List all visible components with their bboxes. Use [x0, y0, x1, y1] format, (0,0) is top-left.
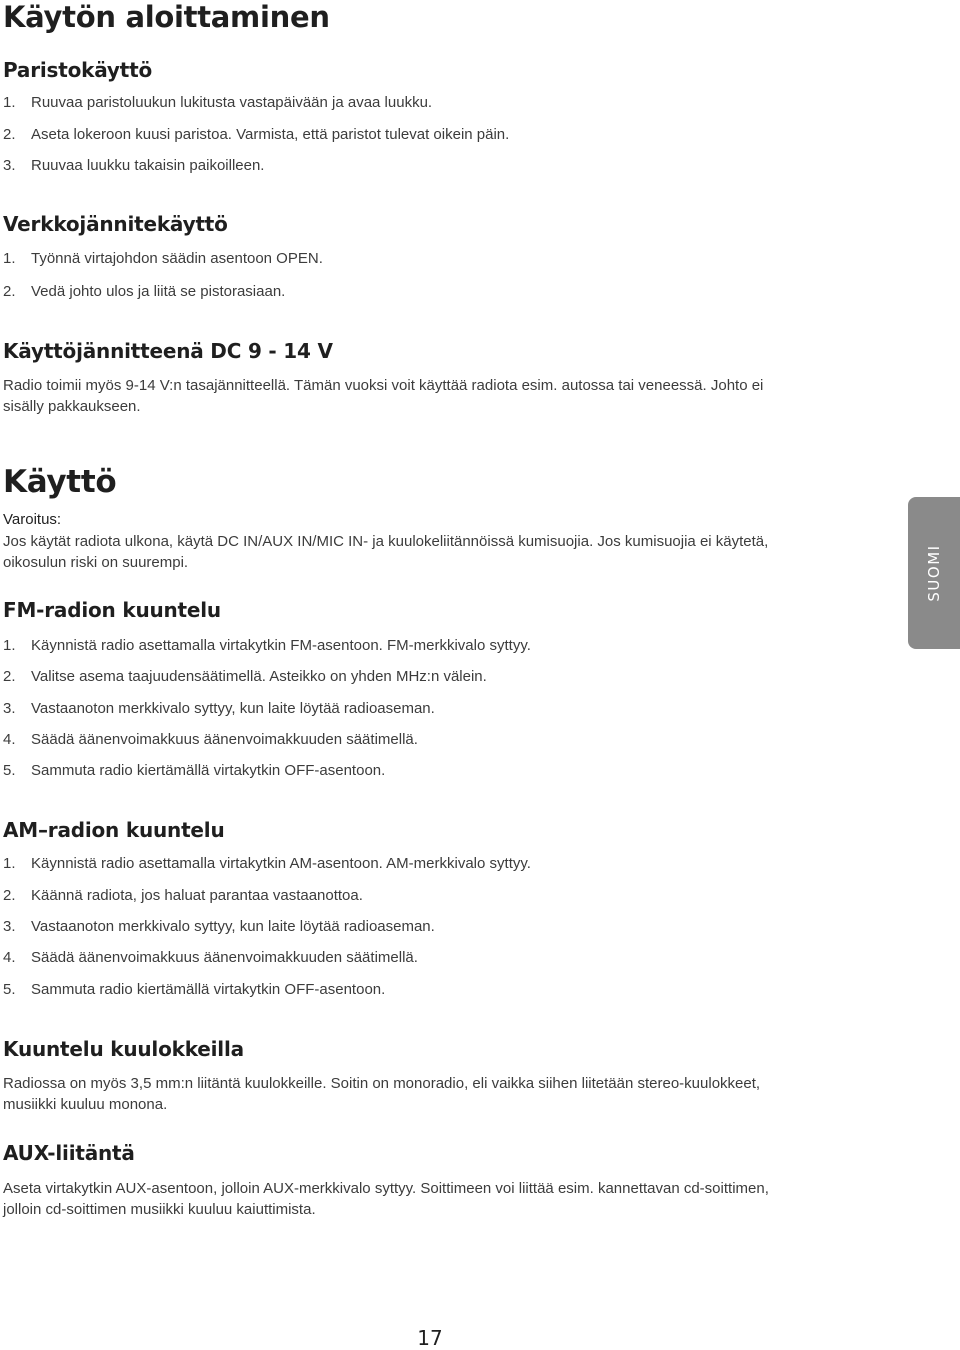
headphones-paragraph: Radiossa on myös 3,5 mm:n liitäntä kuulokkeille. Soitin on monoradio, eli vaikka siihen liitetään stereo-kuulokkeet, musiikki kuuluu monona.: [3, 1075, 761, 1113]
warning-label: Varoitus:: [3, 511, 62, 528]
section-heading-headphones: Kuuntelu kuulokkeilla: [3, 1037, 244, 1061]
list-number: 2.: [3, 126, 16, 143]
list-text: Ruuvaa luukku takaisin paikoilleen.: [31, 157, 265, 174]
list-number: 5.: [3, 981, 16, 998]
section-heading-dc: Käyttöjännitteenä DC 9 - 14 V: [3, 339, 333, 363]
list-number: 2.: [3, 283, 16, 300]
aux-paragraph: Aseta virtakytkin AUX-asentoon, jolloin AUX-merkkivalo syttyy. Soittimeen voi liittää esim. kannettavan cd-soittimen, jolloin cd-soittimen musiikki kuuluu kaiuttimista.: [3, 1180, 769, 1218]
list-item: [3, 700, 435, 717]
list-item: [3, 762, 385, 779]
section-heading-am: AM–radion kuuntelu: [3, 818, 225, 842]
dc-paragraph: Radio toimii myös 9-14 V:n tasajännitteellä. Tämän vuoksi voit käyttää radiota esim. autossa tai veneessä. Johto ei sisälly pakkaukseen.: [3, 377, 764, 415]
list-number: 4.: [3, 731, 16, 748]
list-number: 1.: [3, 855, 16, 872]
list-text: Sammuta radio kiertämällä virtakytkin OFF-asentoon.: [31, 762, 386, 779]
list-number: 2.: [3, 668, 16, 685]
list-item: [3, 918, 435, 935]
list-item: [3, 731, 418, 748]
language-tab: [908, 497, 960, 649]
warning-paragraph: Jos käytät radiota ulkona, käytä DC IN/AUX IN/MIC IN- ja kuulokeliitännöissä kumisuojia. Jos kumisuojia ei käytetä, oikosulun riski on suurempi.: [3, 533, 769, 571]
list-number: 5.: [3, 762, 16, 779]
list-item: [3, 94, 432, 111]
list-item: [3, 157, 264, 174]
list-text: Sammuta radio kiertämällä virtakytkin OFF-asentoon.: [31, 981, 386, 998]
list-text: Säädä äänenvoimakkuus äänenvoimakkuuden säätimellä.: [31, 949, 418, 966]
list-text: Ruuvaa paristoluukun lukitusta vastapäivään ja avaa luukku.: [31, 94, 433, 111]
list-number: 1.: [3, 637, 16, 654]
list-item: [3, 250, 323, 267]
list-item: [3, 126, 509, 143]
section-heading-mains: Verkkojännitekäyttö: [3, 212, 228, 236]
list-text: Käynnistä radio asettamalla virtakytkin FM-asentoon. FM-merkkivalo syttyy.: [31, 637, 531, 654]
list-item: [3, 283, 285, 300]
language-tab-label: SUOMI: [925, 544, 943, 602]
list-text: Säädä äänenvoimakkuus äänenvoimakkuuden säätimellä.: [31, 731, 418, 748]
list-text: Vedä johto ulos ja liitä se pistorasiaan.: [31, 283, 286, 300]
list-number: 3.: [3, 700, 16, 717]
list-item: [3, 668, 487, 685]
list-number: 3.: [3, 157, 16, 174]
list-text: Työnnä virtajohdon säädin asentoon OPEN.: [31, 250, 323, 267]
list-item: [3, 637, 531, 654]
list-number: 1.: [3, 94, 16, 111]
list-item: [3, 981, 385, 998]
list-item: [3, 949, 418, 966]
list-text: Vastaanoton merkkivalo syttyy, kun laite löytää radioaseman.: [31, 700, 435, 717]
list-number: 2.: [3, 887, 16, 904]
list-text: Valitse asema taajuudensäätimellä. Asteikko on yhden MHz:n välein.: [31, 668, 487, 685]
page-title: Käytön aloittaminen: [3, 0, 330, 34]
list-text: Käännä radiota, jos haluat parantaa vastaanottoa.: [31, 887, 363, 904]
list-item: [3, 887, 363, 904]
list-number: 1.: [3, 250, 16, 267]
section-heading-fm: FM-radion kuuntelu: [3, 598, 221, 622]
section-title-use: Käyttö: [3, 464, 117, 500]
section-heading-battery: Paristokäyttö: [3, 58, 153, 82]
list-text: Vastaanoton merkkivalo syttyy, kun laite löytää radioaseman.: [31, 918, 435, 935]
section-heading-aux: AUX-liitäntä: [3, 1141, 135, 1165]
list-text: Käynnistä radio asettamalla virtakytkin AM-asentoon. AM-merkkivalo syttyy.: [31, 855, 531, 872]
list-item: [3, 855, 531, 872]
list-text: Aseta lokeroon kuusi paristoa. Varmista, että paristot tulevat oikein päin.: [31, 126, 510, 143]
page-number: 17: [417, 1326, 443, 1350]
list-number: 3.: [3, 918, 16, 935]
list-number: 4.: [3, 949, 16, 966]
